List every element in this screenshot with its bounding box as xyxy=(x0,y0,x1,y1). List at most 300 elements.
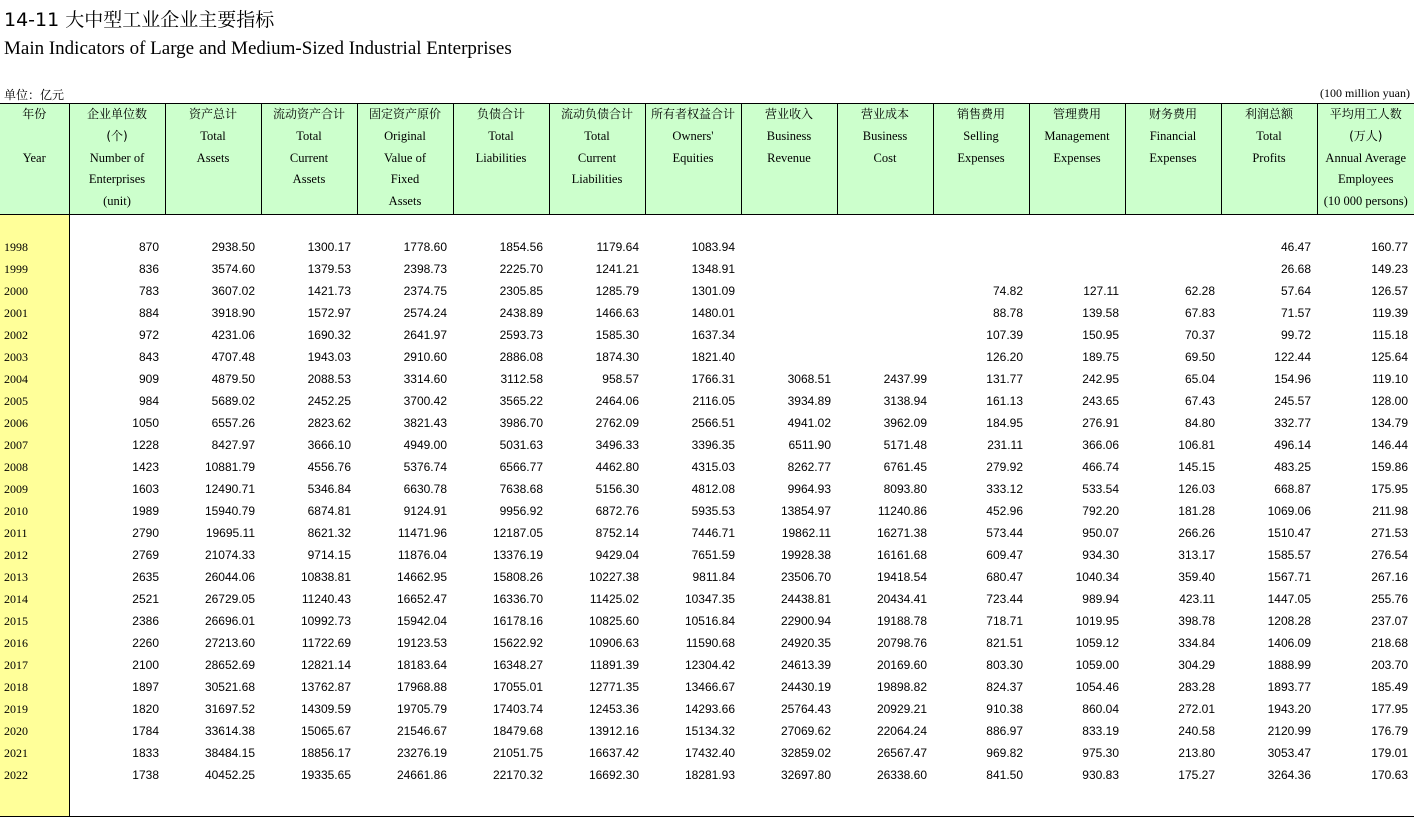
column-header-line: Business xyxy=(766,128,812,143)
table-cell xyxy=(837,786,933,817)
year-cell: 2020 xyxy=(0,720,69,742)
table-cell: 3962.09 xyxy=(883,416,927,430)
table-cell: 32859.02 xyxy=(780,746,831,760)
table-cell: 718.71 xyxy=(986,614,1023,628)
table-cell: 989.94 xyxy=(1082,592,1119,606)
table-cell: 1603 xyxy=(132,482,159,496)
table-cell: 6557.26 xyxy=(211,416,255,430)
column-header-line: Original xyxy=(384,128,426,143)
table-end-row xyxy=(0,786,1414,817)
table-cell: 13466.67 xyxy=(684,680,735,694)
table-cell: 176.79 xyxy=(1371,724,1408,738)
table-cell: 139.58 xyxy=(1082,306,1119,320)
table-cell: 57.64 xyxy=(1280,284,1311,298)
table-cell xyxy=(837,236,933,258)
table-cell: 1778.60 xyxy=(403,240,447,254)
table-cell: 19188.78 xyxy=(876,614,927,628)
table-cell: 33614.38 xyxy=(204,724,255,738)
table-row xyxy=(0,324,1414,346)
table-cell: 12490.71 xyxy=(204,482,255,496)
column-header-line: Assets xyxy=(292,172,326,187)
table-cell: 1738 xyxy=(132,768,159,782)
table-cell: 3396.35 xyxy=(691,438,735,452)
table-row xyxy=(0,390,1414,412)
table-cell: 19862.11 xyxy=(781,526,831,540)
year-cell: 2022 xyxy=(0,764,69,786)
unit-label-en: (100 million yuan) xyxy=(1320,86,1410,100)
table-cell: 1567.71 xyxy=(1267,570,1311,584)
table-cell: 1943.03 xyxy=(307,350,351,364)
table-cell: 19705.79 xyxy=(396,702,447,716)
table-cell: 1069.06 xyxy=(1267,504,1311,518)
table-cell: 11425.02 xyxy=(589,592,639,606)
table-cell: 21546.67 xyxy=(396,724,447,738)
table-cell: 119.10 xyxy=(1372,372,1408,386)
table-cell: 150.95 xyxy=(1082,328,1119,342)
table-row xyxy=(0,280,1414,302)
table-row xyxy=(0,698,1414,720)
table-cell: 13376.19 xyxy=(492,548,543,562)
table-cell xyxy=(1221,786,1317,817)
table-cell: 276.91 xyxy=(1082,416,1119,430)
table-cell: 1228 xyxy=(132,438,159,452)
table-cell: 16692.30 xyxy=(588,768,639,782)
table-cell: 1766.31 xyxy=(691,372,735,386)
table-cell: 3700.42 xyxy=(403,394,447,408)
table-cell: 10906.63 xyxy=(588,636,639,650)
table-cell: 1421.73 xyxy=(307,284,351,298)
table-cell: 6511.90 xyxy=(788,438,831,452)
table-cell: 10347.35 xyxy=(684,592,735,606)
spacer-row xyxy=(0,215,1414,237)
table-cell xyxy=(933,258,1029,280)
table-cell: 972 xyxy=(138,328,159,342)
table-cell: 1241.21 xyxy=(595,262,639,276)
column-header-line: Profits xyxy=(1252,150,1286,165)
year-cell: 2002 xyxy=(0,324,69,346)
table-cell: 6874.81 xyxy=(307,504,351,518)
table-cell: 26338.60 xyxy=(876,768,927,782)
table-cell: 2910.60 xyxy=(403,350,447,364)
table-cell: 203.70 xyxy=(1371,658,1408,672)
year-cell: 2019 xyxy=(0,698,69,720)
table-cell xyxy=(741,324,837,346)
table-cell: 10881.79 xyxy=(204,460,255,474)
column-header-line: Equities xyxy=(672,150,714,165)
column-header-line: (unit) xyxy=(103,194,131,209)
table-cell: 15808.26 xyxy=(492,570,543,584)
table-cell: 334.84 xyxy=(1178,636,1215,650)
table-cell: 71.57 xyxy=(1280,306,1311,320)
table-cell: 1572.97 xyxy=(307,306,351,320)
table-cell: 20169.60 xyxy=(876,658,927,672)
column-header-line: Total xyxy=(1256,128,1282,143)
table-cell xyxy=(357,786,453,817)
column-header xyxy=(453,104,549,215)
table-cell: 1874.30 xyxy=(595,350,639,364)
table-cell: 160.77 xyxy=(1371,240,1408,254)
column-header xyxy=(549,104,645,215)
table-cell: 803.30 xyxy=(986,658,1023,672)
column-header-line: Financial xyxy=(1149,128,1197,143)
table-row xyxy=(0,478,1414,500)
column-header xyxy=(837,104,933,215)
table-cell: 19123.53 xyxy=(396,636,447,650)
table-cell: 218.68 xyxy=(1371,636,1408,650)
table-row xyxy=(0,500,1414,522)
table-cell: 3666.10 xyxy=(307,438,351,452)
table-cell: 1821.40 xyxy=(691,350,735,364)
table-cell: 11722.69 xyxy=(301,636,351,650)
table-cell: 8621.32 xyxy=(307,526,351,540)
table-cell: 31697.52 xyxy=(204,702,255,716)
table-cell: 934.30 xyxy=(1082,548,1119,562)
table-cell: 9124.91 xyxy=(403,504,447,518)
table-cell: 70.37 xyxy=(1184,328,1215,342)
table-cell: 1585.30 xyxy=(595,328,639,342)
table-cell: 496.14 xyxy=(1274,438,1311,452)
column-header-cn: 固定资产原价 xyxy=(368,107,441,121)
column-header-cn: 负债合计 xyxy=(476,107,525,121)
column-header-line: Cost xyxy=(873,150,897,165)
column-header xyxy=(933,104,1029,215)
table-cell: 930.83 xyxy=(1082,768,1119,782)
table-cell: 7446.71 xyxy=(691,526,735,540)
column-header-cn: 流动负债合计 xyxy=(560,107,633,121)
column-header-line: Total xyxy=(584,128,610,143)
table-cell: 1301.09 xyxy=(691,284,735,298)
column-header-cn: 企业单位数 xyxy=(86,107,147,121)
table-cell: 1989 xyxy=(132,504,159,518)
year-cell: 2014 xyxy=(0,588,69,610)
table-cell: 26567.47 xyxy=(876,746,927,760)
table-row xyxy=(0,610,1414,632)
table-cell: 824.37 xyxy=(986,680,1023,694)
column-header xyxy=(69,104,165,215)
column-header-cn: 销售费用 xyxy=(956,107,1005,121)
column-header-line: Enterprises xyxy=(88,172,146,187)
table-row xyxy=(0,566,1414,588)
table-row xyxy=(0,676,1414,698)
table-cell: 15622.92 xyxy=(492,636,543,650)
table-cell: 283.28 xyxy=(1178,680,1215,694)
table-cell xyxy=(741,346,837,368)
table-cell: 1888.99 xyxy=(1267,658,1311,672)
table-cell xyxy=(165,786,261,817)
table-cell: 821.51 xyxy=(986,636,1023,650)
table-cell: 2398.73 xyxy=(403,262,447,276)
table-cell xyxy=(741,786,837,817)
year-cell: 2015 xyxy=(0,610,69,632)
table-cell: 3138.94 xyxy=(883,394,927,408)
table-cell: 27069.62 xyxy=(780,724,831,738)
table-cell: 1040.34 xyxy=(1075,570,1119,584)
table-cell: 4231.06 xyxy=(211,328,255,342)
table-cell: 145.15 xyxy=(1178,460,1215,474)
table-cell: 4707.48 xyxy=(211,350,255,364)
table-cell: 5156.30 xyxy=(595,482,639,496)
table-cell: 950.07 xyxy=(1082,526,1119,540)
table-cell: 10516.84 xyxy=(684,614,735,628)
table-cell: 2769 xyxy=(132,548,159,562)
table-cell xyxy=(1125,258,1221,280)
table-cell: 3496.33 xyxy=(595,438,639,452)
column-header-cn: 资产总计 xyxy=(188,107,237,121)
table-cell: 213.80 xyxy=(1178,746,1215,760)
table-cell xyxy=(165,215,261,237)
column-header-cn: 营业收入 xyxy=(764,107,813,121)
table-cell: 1943.20 xyxy=(1267,702,1311,716)
table-cell: 1820 xyxy=(132,702,159,716)
table-cell: 23506.70 xyxy=(780,570,831,584)
table-cell: 13854.97 xyxy=(780,504,831,518)
table-cell: 9964.93 xyxy=(787,482,831,496)
table-cell: 792.20 xyxy=(1082,504,1119,518)
table-cell: 25764.43 xyxy=(780,702,831,716)
table-cell: 975.30 xyxy=(1082,746,1119,760)
column-header-line xyxy=(0,126,69,148)
table-cell: 24430.19 xyxy=(780,680,831,694)
year-cell: 2013 xyxy=(0,566,69,588)
table-cell: 2088.53 xyxy=(307,372,351,386)
column-header-line: Number of xyxy=(89,150,145,165)
table-cell: 177.95 xyxy=(1371,702,1408,716)
table-cell: 16652.47 xyxy=(396,592,447,606)
table-cell: 2566.51 xyxy=(691,416,735,430)
column-header-line: Assets xyxy=(196,150,230,165)
table-cell: 184.95 xyxy=(986,416,1023,430)
table-cell: 398.78 xyxy=(1178,614,1215,628)
table-cell: 1893.77 xyxy=(1267,680,1311,694)
column-header xyxy=(741,104,837,215)
table-cell: 271.53 xyxy=(1371,526,1408,540)
table-cell: 1854.56 xyxy=(499,240,543,254)
table-cell: 19418.54 xyxy=(876,570,927,584)
table-cell xyxy=(1317,786,1414,817)
table-cell: 1585.57 xyxy=(1267,548,1311,562)
year-cell: 2018 xyxy=(0,676,69,698)
table-cell: 1019.95 xyxy=(1075,614,1119,628)
table-cell: 1690.32 xyxy=(307,328,351,342)
page-title-cn: 14-11 大中型工业企业主要指标 xyxy=(4,9,275,31)
table-cell: 723.44 xyxy=(986,592,1023,606)
column-header-line: Value of xyxy=(384,150,426,165)
year-cell: 2010 xyxy=(0,500,69,522)
table-cell: 12771.35 xyxy=(588,680,639,694)
table-cell: 332.77 xyxy=(1274,416,1311,430)
table-cell xyxy=(453,215,549,237)
column-header xyxy=(261,104,357,215)
table-cell: 1059.12 xyxy=(1075,636,1119,650)
column-header-line: Current xyxy=(577,150,617,165)
table-cell: 255.76 xyxy=(1371,592,1408,606)
table-row xyxy=(0,742,1414,764)
table-cell: 161.13 xyxy=(986,394,1023,408)
table-cell xyxy=(741,258,837,280)
table-cell: 304.29 xyxy=(1178,658,1215,672)
table-cell: 14293.66 xyxy=(684,702,735,716)
year-cell: 2000 xyxy=(0,280,69,302)
year-cell: 2017 xyxy=(0,654,69,676)
table-cell: 2305.85 xyxy=(499,284,543,298)
year-cell: 2011 xyxy=(0,522,69,544)
table-cell: 1466.63 xyxy=(595,306,639,320)
table-row xyxy=(0,434,1414,456)
table-cell: 88.78 xyxy=(992,306,1023,320)
table-cell xyxy=(0,215,69,237)
table-cell: 2938.50 xyxy=(211,240,255,254)
table-cell: 836 xyxy=(138,262,159,276)
table-cell: 99.72 xyxy=(1280,328,1311,342)
table-cell xyxy=(837,324,933,346)
table-cell: 2641.97 xyxy=(403,328,447,342)
table-cell: 7638.68 xyxy=(499,482,543,496)
table-cell: 1833 xyxy=(132,746,159,760)
table-cell: 6761.45 xyxy=(883,460,927,474)
table-cell: 1059.00 xyxy=(1075,658,1119,672)
table-cell: 13762.87 xyxy=(300,680,351,694)
table-cell: 15065.67 xyxy=(300,724,351,738)
column-header-cn: 利润总额 xyxy=(1244,107,1293,121)
table-cell: 2438.89 xyxy=(499,306,543,320)
table-cell: 19928.38 xyxy=(780,548,831,562)
table-cell: 8262.77 xyxy=(787,460,831,474)
table-cell: 3053.47 xyxy=(1267,746,1311,760)
table-cell: 27213.60 xyxy=(204,636,255,650)
column-header-line: Assets xyxy=(388,194,422,209)
table-cell: 359.40 xyxy=(1178,570,1215,584)
table-cell: 20798.76 xyxy=(876,636,927,650)
table-cell: 886.97 xyxy=(986,724,1023,738)
table-cell: 18479.68 xyxy=(492,724,543,738)
table-cell xyxy=(645,786,741,817)
table-cell: 4941.02 xyxy=(787,416,831,430)
table-cell: 19335.65 xyxy=(300,768,351,782)
table-cell: 3112.58 xyxy=(500,372,543,386)
table-cell: 22064.24 xyxy=(876,724,927,738)
table-row xyxy=(0,632,1414,654)
table-cell: 4462.80 xyxy=(595,460,639,474)
table-cell: 1406.09 xyxy=(1267,636,1311,650)
table-cell: 11876.04 xyxy=(397,548,447,562)
table-cell: 3821.43 xyxy=(403,416,447,430)
column-header-cn: 流动资产合计 xyxy=(272,107,345,121)
unit-label-cn: 单位：亿元 xyxy=(4,88,65,102)
column-header-line: Liabilities xyxy=(571,172,623,187)
table-cell: 21051.75 xyxy=(492,746,543,760)
table-cell: 1083.94 xyxy=(691,240,735,254)
table-header xyxy=(0,104,1414,215)
table-cell: 126.20 xyxy=(986,350,1023,364)
year-cell: 2001 xyxy=(0,302,69,324)
table-cell: 1447.05 xyxy=(1267,592,1311,606)
table-cell: 17432.40 xyxy=(684,746,735,760)
table-cell: 3918.90 xyxy=(211,306,255,320)
table-cell: 313.17 xyxy=(1178,548,1215,562)
year-cell: 2016 xyxy=(0,632,69,654)
table-cell: 12304.42 xyxy=(684,658,735,672)
table-cell: 14309.59 xyxy=(300,702,351,716)
table-cell: 3565.22 xyxy=(499,394,543,408)
table-cell: 231.11 xyxy=(987,438,1023,452)
table-cell: 23276.19 xyxy=(396,746,447,760)
table-cell: 28652.69 xyxy=(204,658,255,672)
table-cell: 107.39 xyxy=(986,328,1023,342)
table-cell: 6566.77 xyxy=(499,460,543,474)
table-cell xyxy=(741,236,837,258)
table-cell: 1348.91 xyxy=(691,262,735,276)
year-cell: 2004 xyxy=(0,368,69,390)
table-cell: 119.39 xyxy=(1372,306,1408,320)
table-cell: 15940.79 xyxy=(204,504,255,518)
table-cell: 10227.38 xyxy=(588,570,639,584)
table-cell: 2100 xyxy=(132,658,159,672)
year-cell: 2021 xyxy=(0,742,69,764)
table-cell: 40452.25 xyxy=(204,768,255,782)
table-cell: 1897 xyxy=(132,680,159,694)
table-cell: 2521 xyxy=(132,592,159,606)
table-cell: 67.43 xyxy=(1184,394,1215,408)
table-cell xyxy=(741,215,837,237)
column-header-line: Management xyxy=(1044,128,1110,143)
column-header-line: Annual Average xyxy=(1325,150,1407,165)
table-cell: 11891.39 xyxy=(589,658,639,672)
table-cell xyxy=(549,215,645,237)
table-cell xyxy=(837,280,933,302)
table-cell: 30521.68 xyxy=(204,680,255,694)
table-cell: 2437.99 xyxy=(883,372,927,386)
year-cell: 2012 xyxy=(0,544,69,566)
table-cell: 84.80 xyxy=(1184,416,1215,430)
table-cell: 16178.16 xyxy=(492,614,543,628)
table-cell: 5689.02 xyxy=(211,394,255,408)
table-cell: 3934.89 xyxy=(787,394,831,408)
table-cell: 8427.97 xyxy=(211,438,255,452)
table-cell: 126.57 xyxy=(1371,284,1408,298)
table-cell: 668.87 xyxy=(1274,482,1311,496)
column-header-line: Total xyxy=(488,128,514,143)
column-header-line: Total xyxy=(200,128,226,143)
table-cell: 17055.01 xyxy=(492,680,543,694)
column-header-line: Current xyxy=(289,150,329,165)
column-header-line: (个) xyxy=(106,128,128,143)
column-header-cn: 营业成本 xyxy=(860,107,909,121)
column-header xyxy=(645,104,741,215)
table-cell: 32697.80 xyxy=(780,768,831,782)
table-cell: 26.68 xyxy=(1280,262,1311,276)
table-cell xyxy=(69,786,165,817)
column-header xyxy=(0,104,69,215)
table-cell: 12821.14 xyxy=(300,658,351,672)
table-cell xyxy=(1029,215,1125,237)
table-cell: 2464.06 xyxy=(595,394,639,408)
column-header-line: Expenses xyxy=(957,150,1005,165)
table-row xyxy=(0,654,1414,676)
table-cell: 5171.48 xyxy=(883,438,927,452)
column-header-line: Total xyxy=(296,128,322,143)
table-cell: 21074.33 xyxy=(204,548,255,562)
table-row xyxy=(0,236,1414,258)
column-header-line: Employees xyxy=(1337,172,1394,187)
table-cell: 2386 xyxy=(132,614,159,628)
year-cell: 2006 xyxy=(0,412,69,434)
column-header-cn: 管理费用 xyxy=(1052,107,1101,121)
table-cell: 11471.96 xyxy=(397,526,447,540)
table-cell: 15134.32 xyxy=(684,724,735,738)
table-cell: 279.92 xyxy=(986,460,1023,474)
table-cell: 7651.59 xyxy=(691,548,735,562)
table-cell: 2635 xyxy=(132,570,159,584)
